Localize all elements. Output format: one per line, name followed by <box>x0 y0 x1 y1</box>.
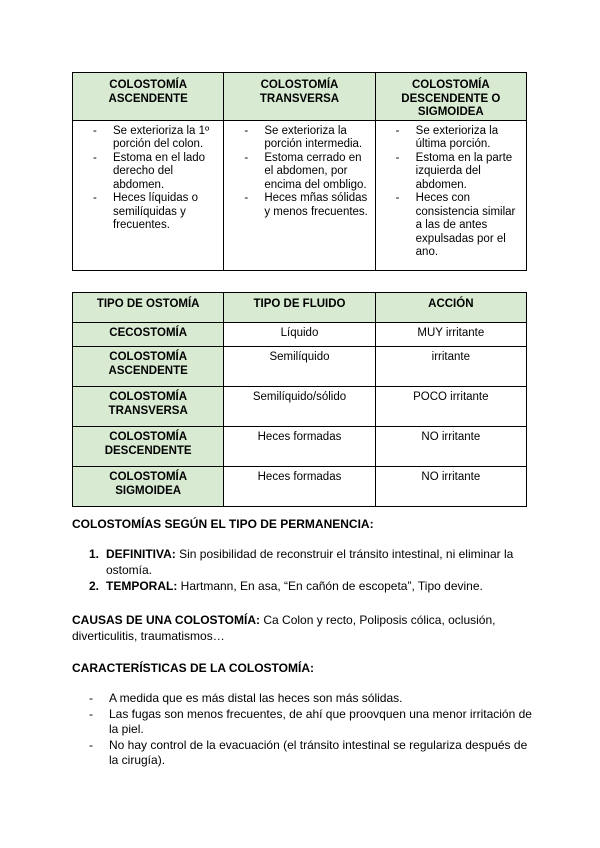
permanence-text: Hartmann, En asa, “En cañón de escopeta”, Tipo devine. <box>180 579 483 593</box>
list-item: - No hay control de la evacuación (el tránsito intestinal se regulariza después de la cirugía). <box>72 738 532 769</box>
fluid-cell: Heces formadas <box>224 467 375 507</box>
list-item: - Estoma cerrado en el abdomen, por encima del ombligo. <box>228 152 368 193</box>
ostomy-type-cell: COLOSTOMÍA ASCENDENTE <box>73 347 224 387</box>
ostomy-type-cell: COLOSTOMÍA SIGMOIDEA <box>73 467 224 507</box>
list-item: - Las fugas son menos frecuentes, de ahí que proovquen una menor irritación de la piel. <box>72 707 532 738</box>
fluid-action-table <box>72 292 527 507</box>
action-cell: NO irritante <box>375 467 526 507</box>
transversa-cell <box>224 120 375 270</box>
permanence-text: Sin posibilidad de reconstruir el tránsito intestinal, ni eliminar la ostomía. <box>106 547 514 577</box>
colostomy-types-table <box>72 72 527 271</box>
action-cell: NO irritante <box>375 427 526 467</box>
causes-label: CAUSAS DE UNA COLOSTOMÍA: <box>72 613 261 627</box>
ostomy-type-cell: COLOSTOMÍA DESCENDENTE <box>73 427 224 467</box>
causes-text: Ca Colon y recto, Poliposis cólica, oclusión, diverticulitis, traumatismos… <box>72 613 496 643</box>
header-ascendente: COLOSTOMÍA ASCENDENTE <box>73 73 224 121</box>
list-item: - Heces mñas sólidas y menos frecuentes. <box>228 192 368 219</box>
descendente-list <box>380 125 520 260</box>
table-header-row <box>73 293 527 323</box>
fluid-cell: Semilíquido <box>224 347 375 387</box>
permanence-label: TEMPORAL: <box>106 579 178 593</box>
permanence-list <box>72 547 532 596</box>
causes-paragraph <box>72 613 532 644</box>
action-cell: MUY irritante <box>375 323 526 347</box>
permanence-label: DEFINITIVA: <box>106 547 176 561</box>
table-row <box>73 120 527 270</box>
header-tipo-fluido: TIPO DE FLUIDO <box>224 293 375 323</box>
fluid-cell: Líquido <box>224 323 375 347</box>
descendente-cell <box>375 120 526 270</box>
table-row <box>73 323 527 347</box>
list-item <box>72 547 532 578</box>
list-item: - A medida que es más distal las heces son más sólidas. <box>72 691 532 707</box>
list-number: 1. <box>89 547 100 561</box>
list-item: - Se exterioriza la 1º porción del colon. <box>77 125 217 152</box>
table-row <box>73 387 527 427</box>
table-row <box>73 347 527 387</box>
header-accion: ACCIÓN <box>375 293 526 323</box>
ascendente-cell <box>73 120 224 270</box>
list-item <box>72 579 532 595</box>
transversa-list <box>228 125 368 220</box>
list-item: - Se exterioriza la última porción. <box>380 125 520 152</box>
action-cell: irritante <box>375 347 526 387</box>
table-row <box>73 427 527 467</box>
list-item: - Estoma en el lado derecho del abdomen. <box>77 152 217 193</box>
ascendente-list <box>77 125 217 233</box>
header-transversa: COLOSTOMÍA TRANSVERSA <box>224 73 375 121</box>
list-item: - Estoma en la parte izquierda del abdomen. <box>380 152 520 193</box>
list-number: 2. <box>89 579 100 593</box>
permanence-heading: COLOSTOMÍAS SEGÚN EL TIPO DE PERMANENCIA: <box>72 517 374 531</box>
fluid-cell: Heces formadas <box>224 427 375 467</box>
table-row <box>73 467 527 507</box>
characteristics-heading: CARACTERÍSTICAS DE LA COLOSTOMÍA: <box>72 661 314 675</box>
characteristics-list <box>72 691 532 769</box>
list-item: - Heces con consistencia similar a las de antes expulsadas por el ano. <box>380 192 520 260</box>
fluid-cell: Semilíquido/sólido <box>224 387 375 427</box>
ostomy-type-cell: COLOSTOMÍA TRANSVERSA <box>73 387 224 427</box>
ostomy-type-cell: CECOSTOMÍA <box>73 323 224 347</box>
list-item: - Heces líquidas o semilíquidas y frecuentes. <box>77 192 217 233</box>
list-item: - Se exterioriza la porción intermedia. <box>228 125 368 152</box>
header-tipo-ostomia: TIPO DE OSTOMÍA <box>73 293 224 323</box>
table-header-row <box>73 73 527 121</box>
header-descendente: COLOSTOMÍA DESCENDENTE O SIGMOIDEA <box>375 73 526 121</box>
action-cell: POCO irritante <box>375 387 526 427</box>
